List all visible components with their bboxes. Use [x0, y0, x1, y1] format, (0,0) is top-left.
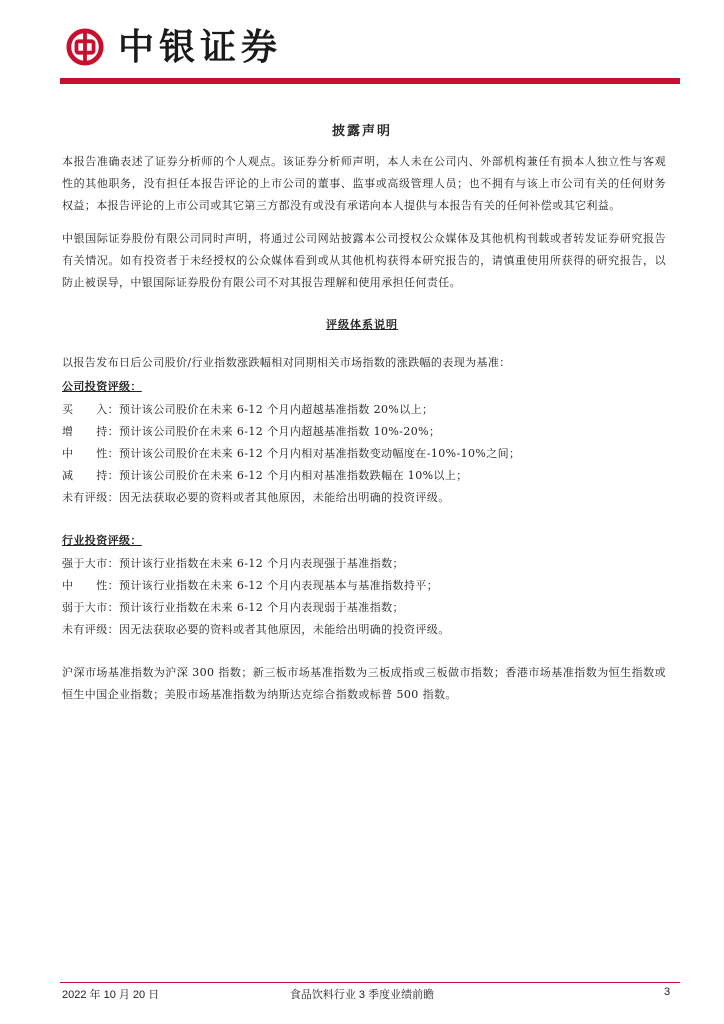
- company-rating-item: [62, 468, 682, 484]
- header-divider: [60, 78, 680, 84]
- company-rating-item: [62, 424, 682, 440]
- rating-text: 预计该行业指数在未来 6-12 个月内表现基本与基准指数持平；: [119, 579, 439, 592]
- rating-text: 预计该公司股价在未来 6-12 个月内超越基准指数 20%以上；: [119, 403, 434, 416]
- rating-text: 预计该公司股价在未来 6-12 个月内超越基准指数 10%-20%；: [119, 425, 441, 438]
- brand-name: 中银证券: [118, 27, 283, 68]
- rating-label: 未有评级：: [62, 623, 119, 636]
- rating-section-title: 评级体系说明: [326, 318, 398, 331]
- bank-of-china-logo-icon: [66, 28, 104, 66]
- footer-date: 2022 年 10 月 20 日: [62, 989, 160, 1001]
- page-header: [60, 24, 680, 84]
- rating-text: 因无法获取必要的资料或者其他原因，未能给出明确的投资评级。: [119, 491, 450, 504]
- footer-divider: [60, 982, 680, 983]
- rating-label: 弱于大市：: [62, 601, 119, 614]
- industry-rating-heading: 行业投资评级：: [62, 534, 142, 547]
- industry-rating-item: [62, 600, 682, 616]
- rating-intro: 以报告发布日后公司股价/行业指数涨跌幅相对同期相关市场指数的涨跌幅的表现为基准：: [62, 356, 511, 369]
- rating-label: 强于大市：: [62, 557, 119, 570]
- rating-text: 预计该公司股价在未来 6-12 个月内相对基准指数跌幅在 10%以上；: [119, 469, 468, 482]
- rating-label: 减 持：: [62, 469, 119, 482]
- company-rating-item: [62, 402, 682, 418]
- rating-text: 因无法获取必要的资料或者其他原因，未能给出明确的投资评级。: [119, 623, 450, 636]
- rating-label: 中 性：: [62, 447, 119, 460]
- benchmark-note: 沪深市场基准指数为沪深 300 指数；新三板市场基准指数为三板成指或三板做市指数；香港市场基准指数为恒生指数或恒生中国企业指数；美股市场基准指数为纳斯达克综合指数或标普 500 指数。: [62, 666, 666, 701]
- company-rating-heading: 公司投资评级：: [62, 380, 142, 393]
- industry-rating-item: [62, 556, 682, 572]
- disclosure-paragraph-2: 中银国际证券股份有限公司同时声明，将通过公司网站披露本公司授权公众媒体及其他机构刊载或者转发证券研究报告有关情况。如有投资者于未经授权的公众媒体看到或从其他机构获得本研究报告的，请慎重使用所获得的研究报告，以防止被误导，中银国际证券股份有限公司不对其报告理解和使用承担任何责任。: [62, 232, 666, 289]
- footer-report-title: 食品饮料行业 3 季度业绩前瞻: [289, 989, 435, 1001]
- rating-label: 中 性：: [62, 579, 119, 592]
- rating-text: 预计该行业指数在未来 6-12 个月内表现弱于基准指数；: [119, 601, 404, 614]
- company-rating-item: [62, 490, 682, 506]
- rating-label: 未有评级：: [62, 491, 119, 504]
- company-rating-item: [62, 446, 682, 462]
- page-number: 3: [664, 986, 671, 998]
- rating-label: 增 持：: [62, 425, 119, 438]
- industry-rating-item: [62, 578, 682, 594]
- page-title: 披露声明: [331, 124, 392, 139]
- rating-text: 预计该公司股价在未来 6-12 个月内相对基准指数变动幅度在-10%-10%之间；: [119, 447, 521, 460]
- disclosure-paragraph-1: 本报告准确表述了证券分析师的个人观点。该证券分析师声明，本人未在公司内、外部机构兼任有损本人独立性与客观性的其他职务，没有担任本报告评论的上市公司的董事、监事或高级管理人员；也不拥有与该上市公司有关的任何财务权益；本报告评论的上市公司或其它第三方都没有或没有承诺向本人提供与本报告有关的任何补偿或其它利益。: [62, 155, 666, 212]
- rating-label: 买 入：: [62, 403, 119, 416]
- industry-rating-item: [62, 622, 682, 638]
- rating-text: 预计该行业指数在未来 6-12 个月内表现强于基准指数；: [119, 557, 404, 570]
